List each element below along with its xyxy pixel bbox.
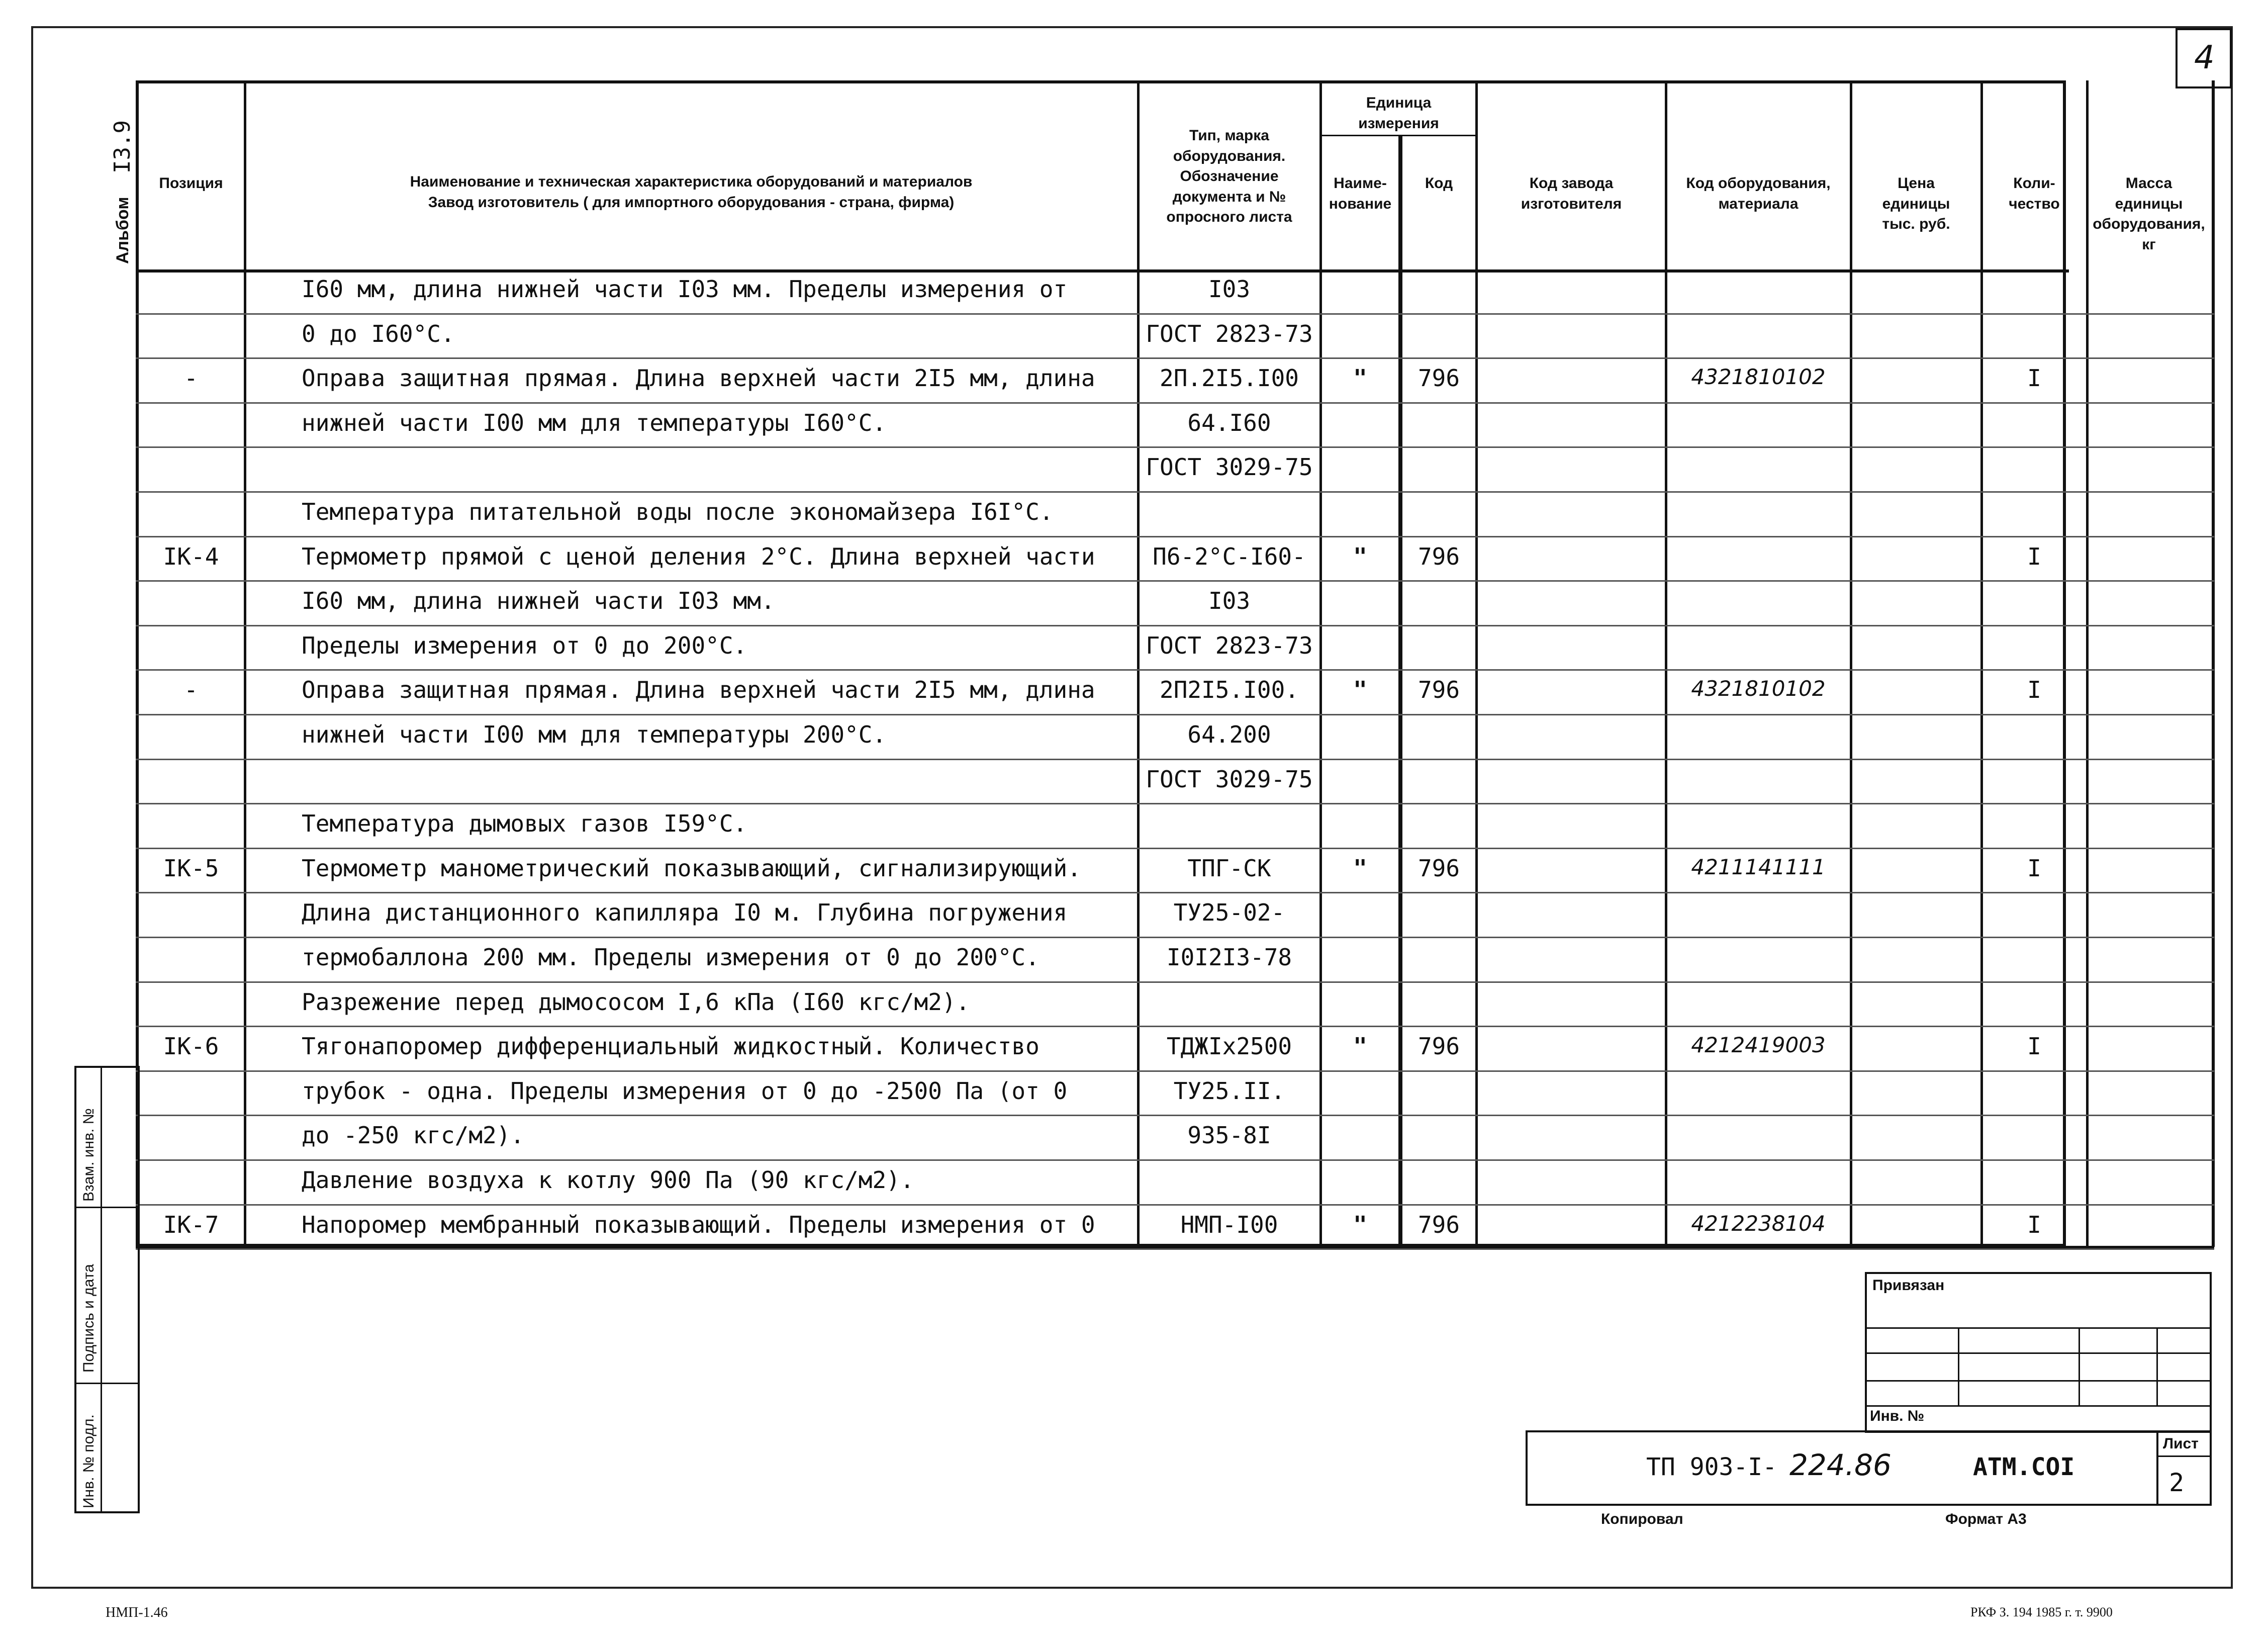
table-cell-pos: IK-6 [163,1033,219,1060]
table-cell-name: Термометр манометрический показывающий, сигнализирующий. [302,854,1081,882]
col-line [1850,80,1852,1247]
table-row-line [136,981,2214,983]
table-cell-name: I60 мм, длина нижней части I03 мм. [302,587,775,615]
header-equipment-code: Код оборудования, материала [1686,175,1831,212]
table-cell-qty: I [2027,854,2041,882]
table-cell-type: 64.200 [1187,721,1271,748]
kopiroval-label: Копировал [1601,1511,1683,1527]
table-cell-code: 796 [1418,854,1460,882]
header-type: Тип, марка оборудования. Обозначение документа и № опросного листа [1166,127,1292,225]
header-unit-code: Код [1425,175,1453,192]
table-cell-pos: IK-4 [163,542,219,570]
table-cell-type: 2П.2I5.I00 [1160,365,1299,392]
table-row-line [136,759,2214,760]
table-cell-name: термобаллона 200 мм. Пределы измерения от 0 до 200°C. [302,944,1040,971]
table-cell-type: П6-2°C-I60- [1153,542,1306,570]
col-line [2086,80,2089,1247]
table-cell-unit: " [1353,854,1367,882]
table-cell-type: ТПГ-СК [1187,854,1271,882]
table-row-line [136,1115,2214,1116]
table-cell-name: нижней части I00 мм для температуры 200°C. [302,721,887,748]
table-cell-code: 796 [1418,676,1460,704]
specification-table [136,80,2066,1247]
table-row-line [136,892,2214,893]
table-row-line [136,714,2214,715]
col-line [1475,80,1478,1247]
album-number: I3.9 [110,120,135,173]
title-line [1865,1405,2212,1407]
table-cell-type: ГОСТ 3029-75 [1146,453,1313,481]
col-line [1980,80,1983,1247]
table-row-line [136,1070,2214,1072]
footer-left: НМП-1.46 [106,1605,168,1620]
header-unit-group: Единица измерения [1358,95,1439,132]
table-cell-equip: 4321810102 [1691,676,1826,701]
sheet-number: 4 [2194,39,2215,76]
table-cell-name: Температура питательной воды после экономайзера I6I°C. [302,498,1054,525]
table-cell-unit: " [1353,1211,1367,1238]
table-row-line [136,1159,2214,1161]
table-cell-name: Длина дистанционного капилляра I0 м. Глубина погружения [302,899,1068,927]
table-row-line [136,580,2214,582]
footer-right: РКФ З. 194 1985 г. т. 9900 [1970,1605,2113,1619]
table-cell-type: I03 [1208,276,1251,303]
table-cell-type: ГОСТ 3029-75 [1146,765,1313,793]
table-cell-equip: 4212238104 [1691,1211,1826,1236]
table-cell-type: 64.I60 [1187,409,1271,436]
table-row-line [136,625,2214,626]
album-label: Альбом [113,197,132,264]
table-cell-qty: I [2027,1033,2041,1060]
format-label: Формат А3 [1945,1511,2027,1527]
table-cell-pos: IK-7 [163,1211,219,1238]
table-cell-name: Тягонапоромер дифференциальный жидкостный. Количество [302,1033,1040,1060]
table-row-line [136,1204,2214,1206]
list-label: Лист [2163,1435,2199,1452]
table-cell-type: 2П2I5.I00. [1160,676,1299,704]
col-line [1665,80,1667,1247]
table-row-line [136,848,2214,849]
table-cell-name: 0 до I60°C. [302,320,455,347]
col-line [244,80,246,1247]
header-unit-name: Наиме- нование [1329,175,1392,212]
table-cell-code: 796 [1418,542,1460,570]
title-block-inv-label: Инв. № [1870,1408,1925,1424]
table-body-bottom [136,1246,2214,1248]
list-number: 2 [2169,1468,2185,1497]
table-cell-code: 796 [1418,1033,1460,1060]
table-row-line [136,1026,2214,1027]
table-cell-name: до -250 кгс/м2). [302,1122,525,1149]
table-cell-name: Давление воздуха к котлу 900 Па (90 кгс/м2). [302,1166,914,1194]
table-cell-type: ТДЖIх2500 [1166,1033,1292,1060]
header-plant-code: Код завода изготовителя [1521,175,1622,212]
header-mass: Масса единицы оборудования, кг [2093,175,2205,253]
table-cell-name: Разрежение перед дымососом I,6 кПа (I60 кгс/м2). [302,988,970,1016]
table-cell-equip: 4211141111 [1691,854,1826,879]
table-cell-name: нижней части I00 мм для температуры I60°C. [302,409,887,436]
title-line [1958,1327,1959,1405]
table-cell-equip: 4212419003 [1691,1033,1826,1058]
table-cell-type: НМП-I00 [1180,1211,1278,1238]
table-cell-unit: " [1353,676,1367,704]
table-row-line [136,937,2214,938]
table-row-line [136,446,2214,448]
table-cell-name: Оправа защитная прямая. Длина верхней части 2I5 мм, длина [302,365,1095,392]
title-block-privyazan-label: Привязан [1872,1277,1945,1294]
table-cell-type: ГОСТ 2823-73 [1146,631,1313,659]
table-cell-unit: " [1353,542,1367,570]
col-line [1398,136,1402,1247]
table-cell-name: Пределы измерения от 0 до 200°C. [302,631,747,659]
table-cell-code: 796 [1418,1211,1460,1238]
table-cell-type: I03 [1208,587,1251,615]
table-cell-type: 935-8I [1187,1122,1271,1149]
table-cell-qty: I [2027,542,2041,570]
side-stamp-line [74,1207,140,1208]
title-line [1865,1380,2212,1382]
side-stamp-podpis: Подпись и дата [80,1264,97,1373]
table-row-line [136,357,2214,359]
table-row-line [136,313,2214,315]
title-line [2156,1455,2212,1457]
table-cell-qty: I [2027,676,2041,704]
table-cell-pos: - [184,676,198,704]
table-row-line [136,536,2214,537]
doc-code-handwritten: 224.86 [1789,1448,1892,1482]
table-cell-code: 796 [1418,365,1460,392]
header-position: Позиция [159,175,223,192]
side-stamp-inv-podl: Инв. № подл. [80,1414,97,1508]
title-line [2078,1327,2080,1405]
table-cell-qty: I [2027,1211,2041,1238]
doc-code-suffix: АТМ.COI [1973,1453,2075,1481]
table-row-line [136,402,2214,404]
doc-code-prefix: ТП 903-I- [1646,1453,1777,1481]
col-line [2212,80,2215,1247]
header-name: Наименование и техническая характеристика оборудований и материалов Завод изготовитель ( для импортного оборудования - страна, фирма) [410,173,973,211]
unit-group-divider [1319,135,1475,136]
table-cell-name: Напоромер мембранный показывающий. Пределы измерения от 0 [302,1211,1095,1238]
header-divider [139,269,2069,272]
table-cell-type: ТУ25.II. [1173,1077,1285,1105]
table-cell-equip: 4321810102 [1691,365,1826,390]
table-cell-name: I60 мм, длина нижней части I03 мм. Пределы измерения от [302,276,1068,303]
side-stamp-vzam: Взам. инв. № [80,1108,97,1202]
table-cell-unit: " [1353,365,1367,392]
col-line [1137,80,1140,1247]
table-cell-pos: IK-5 [163,854,219,882]
table-cell-name: трубок - одна. Пределы измерения от 0 до -2500 Па (от 0 [302,1077,1068,1105]
table-cell-type: ГОСТ 2823-73 [1146,320,1313,347]
header-quantity: Коли- чество [2009,175,2060,212]
side-stamp-line [101,1066,102,1513]
table-cell-unit: " [1353,1033,1367,1060]
title-line [2156,1430,2158,1506]
table-row-line [136,669,2214,671]
table-cell-pos: - [184,365,198,392]
table-cell-qty: I [2027,365,2041,392]
table-cell-name: Термометр прямой с ценой деления 2°C. Длина верхней части [302,542,1095,570]
table-row-line [136,1248,2214,1250]
col-line [1319,80,1322,1247]
table-cell-name: Температура дымовых газов I59°C. [302,810,747,838]
table-row-line [136,491,2214,493]
table-cell-name: Оправа защитная прямая. Длина верхней части 2I5 мм, длина [302,676,1095,704]
header-price: Цена единицы тыс. руб. [1882,175,1950,232]
table-row-line [136,803,2214,804]
table-cell-type: ТУ25-02- [1173,899,1285,927]
side-stamp-line [74,1383,140,1384]
table-cell-type: I0I2I3-78 [1166,944,1292,971]
title-line [2156,1327,2158,1405]
title-line [1865,1352,2212,1354]
title-line [1865,1327,2212,1329]
